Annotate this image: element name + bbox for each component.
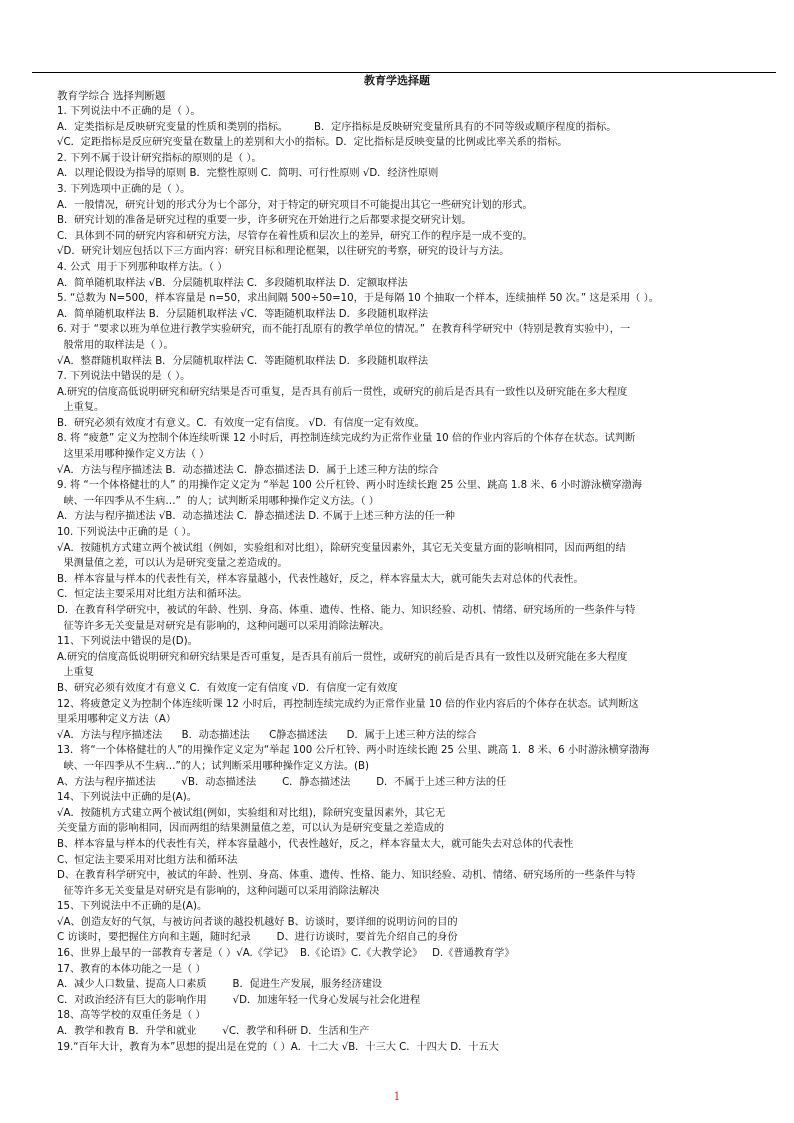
text-line: 19.“百年大计，教育为本”思想的提出是在党的（ ）A．十二大 √B．十三大 C．十四大 D．十五大 (57, 1041, 499, 1053)
text-line: √A．按随机方式建立两个被试组(例如，实验组和对比组)，除研究变量因素外，其它无 (57, 807, 446, 819)
text-line: 14、下列说法中正确的是(A)。 (57, 792, 197, 804)
text-line: A．教学和教育 B．升学和就业 √C．教学和科研 D．生活和生产 (57, 1026, 370, 1038)
text-line: A.研究的信度高低说明研究和研究结果是否可重复，是否具有前后一贯性，或研究的前后是否具有一致性以及研究能在多大程度 (57, 386, 628, 398)
text-line: √D．研究计划应包括以下三方面内容：研究目标和理论框架，以往研究的考察，研究的设计与方法。 (57, 246, 510, 258)
text-line: 峡、一年四季从不生病…” 的人；试判断采用哪种操作定义方法。（ ） (57, 495, 379, 507)
text-line: 11、下列说法中错误的是(D)。 (57, 636, 198, 648)
text-line: B．样本容量与样本的代表性有关，样本容量越小，代表性越好，反之，样本容量太大，就可能失去对总体的代表性。 (57, 573, 584, 585)
text-line: √C．定距指标是反应研究变量在数量上的差别和大小的指标。D．定比指标是反映变量的比例或比率关系的指标。 (57, 137, 568, 149)
text-line: 8. 将 “疲惫” 定义为控制个体连续听课 12 小时后，再控制连续完成约为正常作业量 10 倍的作业内容后的个体存在状态。试判断 (57, 433, 636, 445)
text-line: 般常用的取样法是（ ）。 (57, 339, 174, 351)
text-line: √A．方法与程序描述法 B．动态描述法 C静态描述法 D．属于上述三种方法的综合 (57, 729, 477, 741)
text-line: 9. 将 “一个体格健壮的人” 的用操作定义定为 “举起 100 公斤杠铃、两小时连续长跑 25 公里、跳高 1.8 米、6 小时游泳横穿渤海 (57, 480, 642, 492)
text-line: √A、创造友好的气氛，与被访问者谈的越投机越好 B、访谈时，要详细的说明访问的目的 (57, 916, 458, 928)
text-line: 15、下列说法中不正确的是(A)。 (57, 901, 208, 913)
text-line: C、恒定法主要采用对比组方法和循环法 (57, 854, 238, 866)
text-line: A．简单随机取样法 B．分层随机取样法 √C．等距随机取样法 D．多段随机取样法 (57, 308, 429, 320)
document-title: 教育学选择题 (364, 74, 430, 87)
text-line: 18、高等学校的双重任务是（ ） (57, 1010, 206, 1022)
text-line: 12、将疲惫定义为控制个体连续听课 12 小时后，再控制连续完成约为正常作业量 10 倍的作业内容后的个体存在状态。试判断这 (57, 698, 639, 710)
text-line: A．减少人口数量、提高人口素质 B．促进生产发展，服务经济建设 (57, 979, 383, 991)
text-line: 5. “总数为 N=500，样本容量是 n=50，求出间隔 500÷50=10，于是每隔 10 个抽取一个样本，连续抽样 50 次。” 这是采用（ ）。 (57, 293, 659, 305)
text-line: √A．整群随机取样法 B．分层随机取样法 C．等距随机取样法 D．多段随机取样法 (57, 355, 429, 367)
text-line: 1. 下列说法中不正确的是（ ）。 (57, 106, 201, 117)
text-line: A、方法与程序描述法 √B．动态描述法 C．静态描述法 D．不属于上述三种方法的任 (57, 776, 507, 788)
page-number: 1 (393, 1090, 401, 1103)
text-line: A．简单随机取样法 √B．分层随机取样法 C．多段随机取样法 D．定额取样法 (57, 277, 408, 289)
text-line: 上重复 (57, 667, 95, 679)
header-rule (32, 72, 776, 73)
text-line: 征等许多无关变量是对研究是有影响的，这种问题可以采用消除法解决。 (57, 620, 390, 632)
text-line: 3. 下列选项中正确的是（ ）。 (57, 183, 191, 195)
text-line: 征等许多无关变量是对研究是有影响的，这种问题可以采用消除法解决 (57, 885, 380, 897)
text-line: A．定类指标是反映研究变量的性质和类别的指标。 B．定序指标是反映研究变量所具有的不同等级或顺序程度的指标。 (57, 121, 617, 133)
text-line: 4. 公式 用于下列那种取样方法。（ ） (57, 261, 228, 273)
text-line: √A．按随机方式建立两个被试组（例如，实验组和对比组），除研究变量因素外，其它无关变量方面的影响相同，因而两组的结 (57, 542, 626, 554)
text-line: 峡、一年四季从不生病…”的人；试判断采用哪种操作定义方法。(B) (57, 760, 369, 772)
text-line: 6. 对于 “要求以班为单位进行教学实验研究，而不能打乱原有的教学单位的情况。” 在教育科学研究中（特别是教育实验中），一 (57, 324, 631, 336)
document-body (57, 104, 741, 1055)
text-line: 果测量值之差，可以认为是研究变量之差造成的。 (57, 558, 288, 570)
text-line: 17、教育的本体功能之一是（ ） (57, 963, 206, 975)
text-line: 7. 下列说法中错误的是（ ）。 (57, 371, 191, 383)
text-line: C 访谈时，要把握住方向和主题，随时纪录 D、进行访谈时，要首先介绍自己的身份 (57, 932, 458, 944)
text-line: 16、世界上最早的一部教育专著是（ ）√A.《学记》 B.《论语》C.《大教学论》 D.《普通教育学》 (57, 948, 515, 960)
text-line: B．研究计划的准备是研究过程的重要一步，许多研究在开始进行之后都要求提交研究计划。 (57, 215, 472, 227)
text-line: C．恒定法主要采用对比组方法和循环法。 (57, 589, 248, 601)
text-line: 10. 下列说法中正确的是（ ）。 (57, 527, 197, 539)
text-line: B、样本容量与样本的代表性有关，样本容量越小，代表性越好，反之，样本容量太大，就可能失去对总体的代表性 (57, 838, 574, 850)
text-line: A．以理论假设为指导的原则 B．完整性原则 C．简明、可行性原则 √D．经济性原则 (57, 168, 439, 180)
text-line: B、研究必须有效度才有意义 C．有效度一定有信度 √D．有信度一定有效度 (57, 682, 398, 694)
text-line: 这里采用哪种操作定义方法（ ） (57, 449, 210, 461)
text-line: √A．方法与程序描述法 B．动态描述法 C．静态描述法 D．属于上述三种方法的综合 (57, 464, 439, 476)
text-line: 关变量方面的影响相同，因而两组的结果测量值之差，可以认为是研究变量之差造成的 (57, 823, 445, 835)
text-line: A.研究的信度高低说明研究和研究结果是否可重复，是否具有前后一贯性，或研究的前后是否具有一致性以及研究能在多大程度 (57, 651, 628, 663)
text-line: 上重复。 (57, 402, 105, 414)
text-line: D、在教育科学研究中，被试的年龄、性别、身高、体重、遗传、性格、能力、知识经验、动机、情绪、研究场所的一些条件与特 (57, 870, 636, 882)
text-line: A．方法与程序描述法 √B．动态描述法 C．静态描述法 D. 不属于上述三种方法的任一种 (57, 511, 455, 523)
document-subtitle: 教育学综合 选择判断题 (57, 90, 166, 102)
text-line: 13．将“一个体格健壮的人”的用操作定义定为“举起 100 公斤杠铃、两小时连续长跑 25 公里、跳高 1．8 米、6 小时游泳横穿渤海 (57, 745, 650, 757)
text-line: 2. 下列不属于设计研究指标的原则的是（ ）。 (57, 152, 262, 164)
text-line: 里采用哪种定义方法（A） (57, 714, 177, 726)
text-line: A．一般情况，研究计划的形式分为七个部分，对于特定的研究项目不可能提出其它一些研究计划的形式。 (57, 199, 533, 211)
text-line: B．研究必须有效度才有意义。C．有效度一定有信度。 √D．有信度一定有效度。 (57, 417, 425, 429)
text-line: C．对政治经济有巨大的影响作用 √D．加速年轻一代身心发展与社会化进程 (57, 994, 421, 1006)
text-line: D．在教育科学研究中，被试的年龄、性别、身高、体重、遗传、性格、能力、知识经验、动机、情绪、研究场所的一些条件与特 (57, 605, 636, 616)
text-line: C．具体到不同的研究内容和研究方法，尽管存在着性质和层次上的差异，研究工作的程序是一成不变的。 (57, 230, 533, 242)
